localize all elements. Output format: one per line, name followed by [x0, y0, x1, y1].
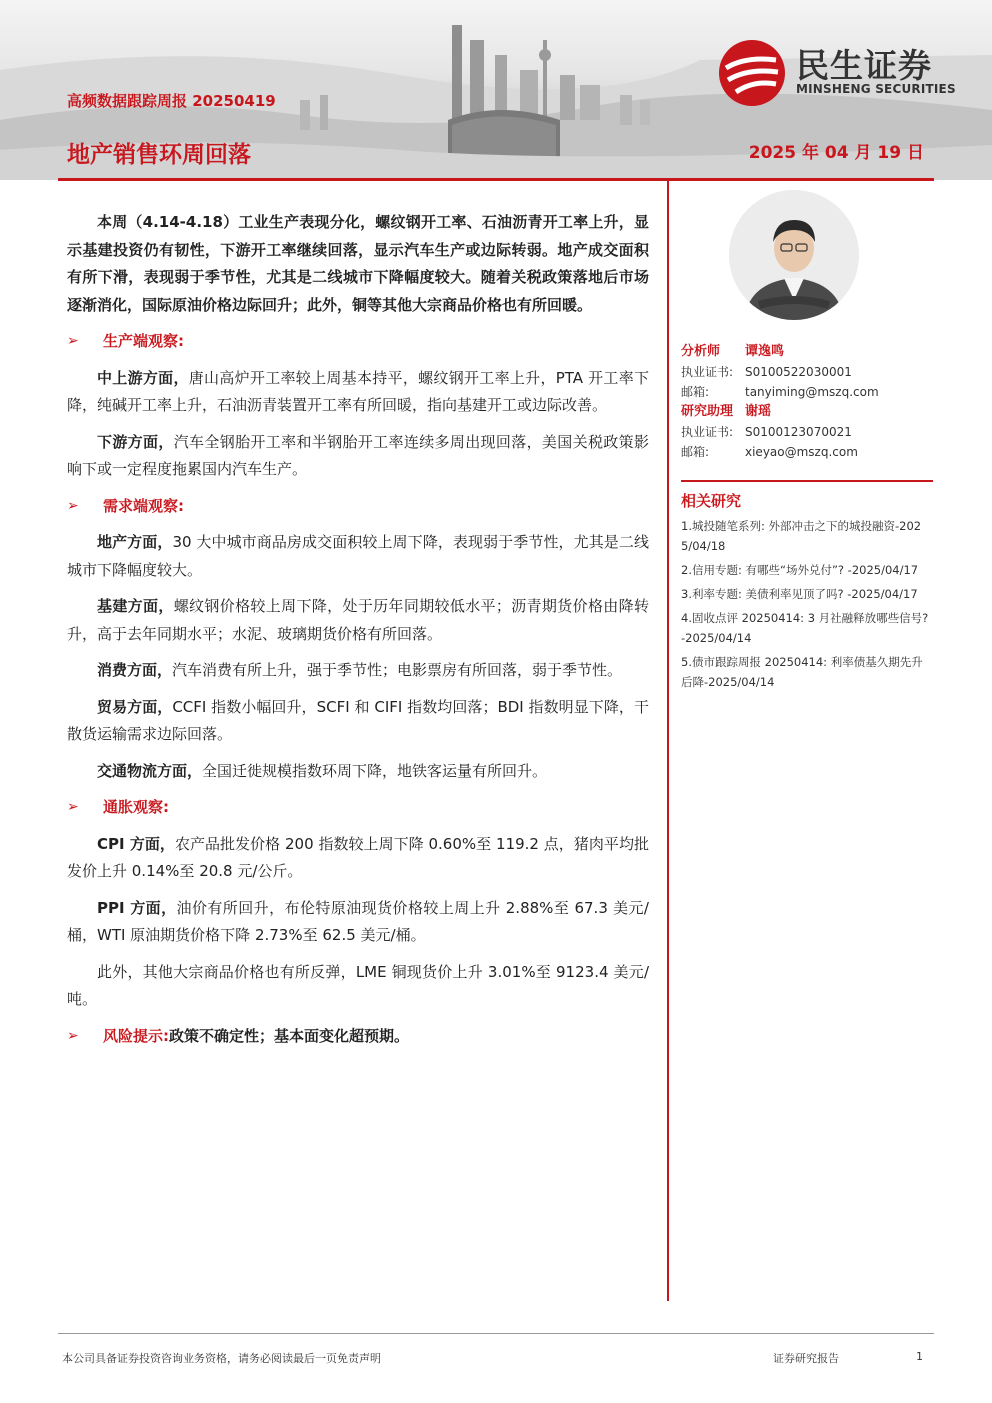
page-title: 地产销售环周回落 — [67, 142, 251, 168]
page-number: 1 — [916, 1350, 923, 1363]
report-header — [0, 0, 992, 180]
related-research-title: 相关研究 — [681, 492, 742, 510]
arrow-bullet-icon: ➢ — [67, 497, 79, 514]
section-heading-production: ➢ 生产端观察: — [67, 328, 649, 356]
footer-divider — [58, 1333, 934, 1334]
arrow-bullet-icon: ➢ — [67, 799, 79, 815]
analyst-photo-icon — [729, 190, 859, 320]
header-divider — [58, 178, 934, 181]
paragraph-property: 地产方面，30 大中城市商品房成交面积较上周下降，表现弱于季节性，尤其是二线城市下降幅度较大。 — [67, 533, 649, 579]
paragraph-logistics: 交通物流方面，全国迁徙规模指数环周下降，地铁客运量有所回升。 — [97, 761, 548, 780]
analyst-avatar — [729, 190, 859, 320]
section-heading-inflation: ➢ 通胀观察: — [67, 794, 649, 822]
logo-text-en: MINSHENG SECURITIES — [796, 82, 956, 96]
minsheng-logo-icon — [716, 38, 788, 108]
paragraph-ppi: PPI 方面，油价有所回升，布伦特原油现货价格较上周上升 2.88%至 67.3 美元/桶，WTI 原油期货价格下降 2.73%至 62.5 美元/桶。 — [67, 898, 649, 944]
section-heading-demand: ➢ 需求端观察: — [67, 493, 649, 521]
column-divider — [667, 181, 669, 1301]
related-item[interactable]: 3.利率专题: 美债利率见顶了吗? -2025/04/17 — [681, 587, 918, 601]
company-logo — [716, 38, 966, 108]
paragraph-consumption: 消费方面，汽车消费有所上升，强于季节性；电影票房有所回落，弱于季节性。 — [97, 661, 623, 679]
report-type: 高频数据跟踪周报 20250419 — [67, 92, 276, 110]
risk-text: 政策不确定性；基本面变化超预期。 — [169, 1026, 410, 1045]
email-link[interactable]: tanyiming@mszq.com — [745, 385, 879, 399]
paragraph-trade: 贸易方面，CCFI 指数小幅回升，SCFI 和 CIFI 指数均回落；BDI 指数明显下降，干散货运输需求边际回落。 — [67, 697, 649, 743]
arrow-bullet-icon: ➢ — [67, 333, 79, 349]
paragraph-downstream: 下游方面，汽车全钢胎开工率和半钢胎开工率连续多周出现回落，美国关税政策影响下或一定程度拖累国内汽车生产。 — [67, 432, 649, 478]
report-date: 2025 年 04 月 19 日 — [748, 143, 924, 163]
paragraph-cpi: CPI 方面，农产品批发价格 200 指数较上周下降 0.60%至 119.2 点，猪肉平均批发价上升 0.14%至 20.8 元/公斤。 — [67, 834, 649, 880]
email-link[interactable]: xieyao@mszq.com — [745, 445, 858, 459]
footer-report-type: 证券研究报告 — [773, 1352, 839, 1365]
related-research-list — [681, 516, 931, 696]
section-heading-risk: ➢ 风险提示: 政策不确定性；基本面变化超预期。 — [67, 1023, 649, 1051]
analyst-1-email: 邮箱: tanyiming@mszq.com — [681, 382, 933, 402]
related-item[interactable]: 2.信用专题: 有哪些“场外兑付”? -2025/04/17 — [681, 563, 919, 577]
analyst-2-cert: 执业证书: S0100123070021 — [681, 425, 852, 439]
arrow-bullet-icon: ➢ — [67, 1027, 79, 1044]
paragraph-infrastructure: 基建方面，螺纹钢价格较上周下降，处于历年同期较低水平；沥青期货价格由降转升，高于去年同期水平；水泥、玻璃期货价格有所回落。 — [67, 597, 649, 643]
related-item[interactable]: 1.城投随笔系列: 外部冲击之下的城投融资-2025/04/18 — [681, 519, 922, 553]
related-item[interactable]: 4.固收点评 20250414: 3 月社融释放哪些信号? -2025/04/14 — [681, 611, 929, 645]
paragraph-commodities: 此外，其他大宗商品价格也有所反弹，LME 铜现货价上升 3.01%至 9123.4 美元/吨。 — [67, 962, 649, 1008]
main-content — [67, 209, 649, 1059]
analyst-info — [681, 342, 933, 462]
related-item[interactable]: 5.债市跟踪周报 20250414: 利率债基久期先升后降-2025/04/14 — [681, 655, 923, 689]
analyst-1-row: 分析师 谭逸鸣 — [681, 344, 785, 359]
logo-text-cn: 民生证券 — [796, 46, 932, 85]
summary-paragraph: 本周（4.14-4.18）工业生产表现分化，螺纹钢开工率、石油沥青开工率上升，显示基建投资仍有韧性，下游开工率继续回落，显示汽车生产或边际转弱。地产成交面积有所下滑，表现弱于季节性，尤其是二线城市下降幅度较大。随着关税政策落地后市场逐渐消化，国际原油价格边际回升；此外，铜等其他大宗商品价格也有所回暖。 — [67, 213, 649, 314]
analyst-1-cert: 执业证书: S0100522030001 — [681, 365, 852, 379]
analyst-2-email: 邮箱: xieyao@mszq.com — [681, 442, 933, 462]
analyst-2-row: 研究助理 谢瑶 — [681, 404, 772, 419]
sidebar-divider — [681, 480, 933, 482]
footer-disclaimer: 本公司具备证券投资咨询业务资格，请务必阅读最后一页免责声明 — [62, 1352, 381, 1365]
paragraph-upstream: 中上游方面，唐山高炉开工率较上周基本持平，螺纹钢开工率上升，PTA 开工率下降，纯碱开工率上升，石油沥青装置开工率有所回暖，指向基建开工或边际改善。 — [67, 368, 649, 414]
